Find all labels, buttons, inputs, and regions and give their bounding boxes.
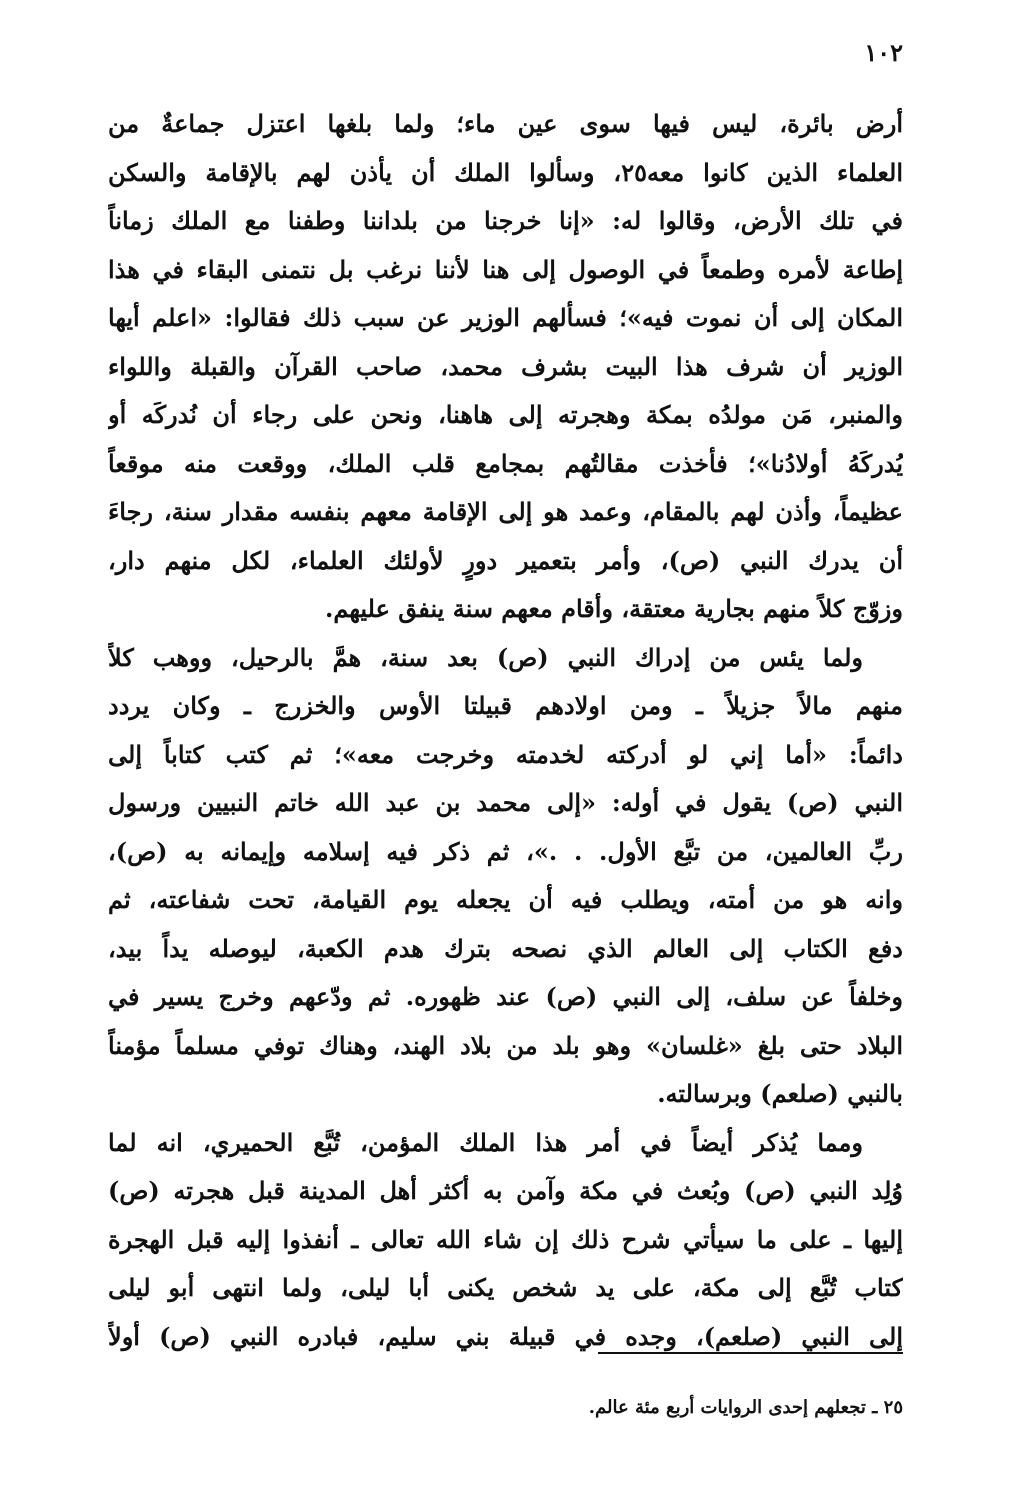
text-line: والمنبر، مَن مولدُه بمكة وهجرته إلى هاهنا، ونحن على رجاء أن نُدركَه أو — [108, 400, 903, 429]
paragraph — [108, 100, 903, 634]
text-line: البلاد حتى بلغ «غلسان» وهو بلد من بلاد الهند، وهناك توفي مسلماً مؤمناً — [108, 1030, 903, 1060]
text-line: وزوّج كلاً منهم بجارية معتقة، وأقام معهم سنة ينفق عليهم. — [325, 594, 903, 623]
text-line: في تلك الأرض، وقالوا له: «إنا خرجنا من بلداننا وطفنا مع الملك زماناً — [108, 206, 903, 235]
text-line: أن يدرك النبي (ص)، وأمر بتعمير دورٍ لأولئك العلماء، لكل منهم دار، — [108, 545, 903, 575]
page-number: ١٠٢ — [864, 38, 903, 67]
paragraph — [108, 1119, 903, 1362]
text-line: منهم مالاً جزيلاً ـ ومن اولادهم قبيلتا الأوس والخزرج ـ وكان يردد — [108, 691, 903, 720]
text-line: إطاعة لأمره وطمعاً في الوصول إلى هنا لأننا نرغب بل نتمنى البقاء في هذا — [108, 254, 903, 284]
text-line: عظيماً، وأذن لهم بالمقام، وعمد هو إلى الإقامة معهم بنفسه مقدار سنة، رجاءَ — [108, 497, 903, 526]
text-line: بالنبي (صلعم) وبرسالته. — [657, 1079, 903, 1108]
text-line: المكان إلى أن نموت فيه»؛ فسألهم الوزير عن سبب ذلك فقالوا: «اعلم أيها — [108, 303, 903, 332]
text-line: ولما يئس من إدراك النبي (ص) بعد سنة، همَّ بالرحيل، ووهب كلاً — [108, 642, 863, 672]
text-line: وانه هو من أمته، ويطلب فيه أن يجعله يوم القيامة، تحت شفاعته، ثم — [108, 885, 903, 914]
text-line: كتاب تُبَّع إلى مكة، على يد شخص يكنى أبا ليلى، ولما انتهى أبو ليلى — [108, 1273, 903, 1302]
text-line: دفع الكتاب إلى العالم الذي نصحه بترك هدم الكعبة، ليوصله يداً بيد، — [108, 933, 903, 963]
text-line: العلماء الذين كانوا معه٢٥، وسألوا الملك أن يأذن لهم بالإقامة والسكن — [108, 157, 903, 187]
body-text — [108, 100, 903, 1361]
text-line: دائماً: «أما إني لو أدركته لخدمته وخرجت معه»؛ ثم كتب كتاباً إلى — [108, 739, 903, 769]
text-line: إلى النبي (صلعم)، وجده في قبيلة بني سليم، فبادره النبي (ص) أولاً — [108, 1321, 903, 1351]
text-line: أرض بائرة، ليس فيها سوى عين ماء؛ ولما بلغها اعتزل جماعةٌ من — [108, 109, 903, 138]
text-line: ومما يُذكر أيضاً في أمر هذا الملك المؤمن، تُبَّع الحميري، انه لما — [108, 1127, 863, 1157]
paragraph — [108, 634, 903, 1119]
text-line: وخلفاً عن سلف، إلى النبي (ص) عند ظهوره. ثم ودّعهم وخرج يسير في — [108, 982, 903, 1011]
text-line: ربِّ العالمين، من تبَّع الأول. . .»، ثم ذكر فيه إسلامه وإيمانه به (ص)، — [108, 836, 903, 866]
text-line: إليها ـ على ما سيأتي شرح ذلك إن شاء الله تعالى ـ أنفذوا إليه قبل الهجرة — [108, 1224, 903, 1254]
text-line: وُلِد النبي (ص) وبُعث في مكة وآمن به أكثر أهل المدينة قبل هجرته (ص) — [108, 1176, 903, 1205]
footnote: ٢٥ ـ تجعلهم إحدى الروايات أربع مئة عالم. — [588, 1397, 903, 1418]
text-line: الوزير أن شرف هذا البيت بشرف محمد، صاحب القرآن والقبلة واللواء — [108, 351, 903, 381]
text-line: النبي (ص) يقول في أوله: «إلى محمد بن عبد الله خاتم النبيين ورسول — [108, 788, 903, 817]
text-line: يُدركَهُ أولادُنا»؛ فأخذت مقالتُهم بمجامع قلب الملك، ووقعت منه موقعاً — [108, 448, 903, 478]
footnote-divider — [598, 1352, 903, 1354]
